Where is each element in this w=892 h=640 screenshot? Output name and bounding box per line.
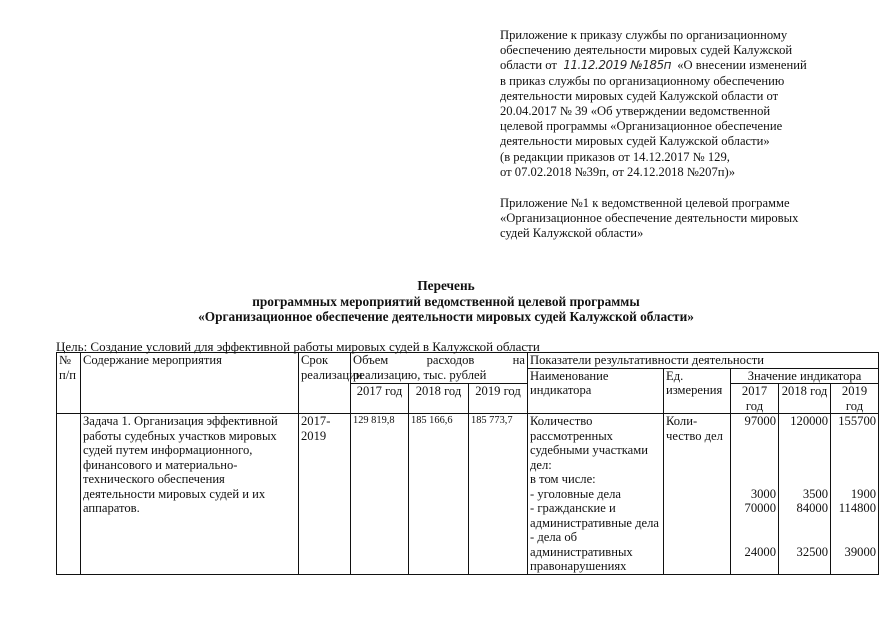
appendix-header — [500, 28, 840, 242]
annex-line: Приложение №1 к ведомственной целевой программе — [500, 196, 790, 211]
value-civil: 70000 — [744, 501, 777, 515]
header-row — [57, 353, 879, 369]
header-volume-line: реализацию, тыс. рублей — [353, 367, 487, 382]
header-period: Срок реализации — [299, 353, 351, 414]
value-admin: 32500 — [796, 544, 829, 559]
task-period: 2017-2019 — [299, 414, 351, 575]
table-row — [57, 414, 879, 575]
value-2019 — [831, 414, 879, 575]
value-2018 — [779, 414, 831, 575]
indicator-criminal: - уголовные дела — [530, 486, 621, 501]
appendix-line: Приложение к приказу службы по организационному — [500, 28, 788, 42]
title-line: Перечень — [417, 278, 475, 293]
header-volume-word: расходов — [426, 353, 475, 367]
appendix-line: (в редакции приказов от 14.12.2017 № 129, — [500, 149, 730, 164]
appendix-line: 20.04.2017 № 39 «Об утверждении ведомственной — [500, 104, 771, 119]
header-volume-word: Объем — [353, 353, 389, 367]
value-total: 97000 — [744, 414, 777, 428]
value-civil: 84000 — [796, 501, 829, 515]
header-num: № п/п — [57, 353, 81, 414]
indicator-including: в том числе: — [530, 472, 596, 486]
header-value-year: 2018 год — [779, 384, 831, 414]
header-volume-word: на — [512, 353, 526, 367]
value-admin: 24000 — [744, 544, 777, 559]
header-indicator-name: Наименование индикатора — [528, 368, 664, 414]
value-admin: 39000 — [844, 544, 877, 559]
appendix-line: деятельности мировых судей Калужской области» — [500, 134, 770, 149]
value-civil: 114800 — [838, 501, 877, 515]
title-line: «Организационное обеспечение деятельности мировых судей Калужской области» — [198, 309, 694, 324]
header-indicator-value: Значение индикатора — [731, 368, 879, 384]
expense-2017: 129 819,8 — [351, 414, 409, 575]
expense-2018: 185 166,6 — [409, 414, 469, 575]
header-year: 2019 год — [469, 384, 528, 414]
value-2017 — [731, 414, 779, 575]
annex-line: «Организационное обеспечение деятельности мировых — [500, 211, 799, 226]
appendix-line: деятельности мировых судей Калужской области от — [500, 88, 779, 103]
measures-table — [56, 352, 879, 575]
title-line: программных мероприятий ведомственной целевой программы — [252, 293, 640, 309]
header-year: 2017 год — [351, 384, 409, 414]
appendix-line: в приказ службы по организационному обеспечению — [500, 73, 785, 88]
header-unit: Ед. измерения — [664, 368, 731, 414]
annex-line: судей Калужской области» — [500, 226, 644, 241]
task-description: Задача 1. Организация эффективной работы судебных участков мировых судей путем информационного, финансового и материально-технического обеспечения деятельности мировых судей и их аппаратов. — [81, 414, 299, 575]
header-indicators: Показатели результативности деятельности — [528, 353, 879, 369]
value-total: 155700 — [838, 414, 877, 428]
indicator-civil: - гражданские и административные дела — [530, 501, 660, 530]
header-value-year: 2017 год — [731, 384, 779, 414]
program-goal: Цель: Создание условий для эффективной работы мировых судей в Калужской области — [56, 339, 540, 354]
value-criminal: 3500 — [802, 486, 829, 501]
handwritten-date-number: 11.12.2019 №185п — [563, 58, 671, 73]
appendix-line: обеспечению деятельности мировых судей Калужской — [500, 43, 793, 58]
appendix-line: от 07.02.2018 №39п, от 24.12.2018 №207п)» — [500, 164, 735, 179]
header-content: Содержание мероприятия — [81, 353, 299, 414]
indicator-list — [528, 414, 664, 575]
indicator-admin: - дела об административных правонарушениях — [530, 530, 633, 573]
header-value-year: 2019 год — [831, 384, 879, 414]
appendix-prefix: области от — [500, 58, 557, 73]
value-criminal: 3000 — [750, 486, 777, 501]
value-total: 120000 — [790, 414, 829, 428]
row-num — [57, 414, 81, 575]
document-title — [0, 278, 892, 325]
indicator-unit: Коли-чество дел — [664, 414, 731, 575]
value-criminal: 1900 — [850, 486, 877, 501]
indicator-main: Количество рассмотренных судебными участками дел: — [530, 414, 648, 472]
header-year: 2018 год — [409, 384, 469, 414]
appendix-line: целевой программы «Организационное обеспечение — [500, 119, 783, 134]
header-volume — [351, 353, 528, 384]
appendix-suffix: «О внесении изменений — [677, 58, 807, 73]
expense-2019: 185 773,7 — [469, 414, 528, 575]
appendix-line-with-date — [500, 58, 840, 73]
